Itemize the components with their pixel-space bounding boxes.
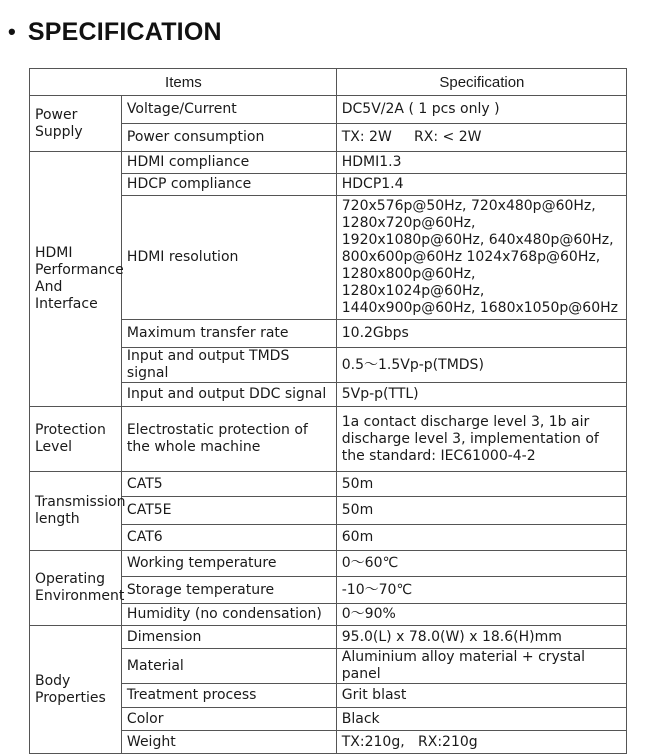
item-cell: CAT5 [121,472,336,497]
item-cell: Treatment process [121,684,336,708]
item-cell: CAT5E [121,497,336,525]
item-cell: Electrostatic protection of the whole machine [121,407,336,472]
spec-cell: Aluminium alloy material + crystal panel [336,649,626,684]
heading-bullet: • [8,19,16,44]
category-cell: Transmission length [30,472,122,551]
table-row [30,626,627,649]
table-row [30,472,627,497]
items-header: Items [30,69,337,96]
category-cell: HDMI Performance And Interface [30,152,122,407]
page-heading [8,14,222,50]
item-cell: Storage temperature [121,577,336,604]
spec-cell: 95.0(L) x 78.0(W) x 18.6(H)mm [336,626,626,649]
spec-cell: 1a contact discharge level 3, 1b air discharge level 3, implementation of the standard: IEC61000-4-2 [336,407,626,472]
spec-cell: Black [336,708,626,731]
table-row [30,96,627,124]
spec-cell: 60m [336,525,626,551]
item-cell: CAT6 [121,525,336,551]
category-cell: Operating Environment [30,551,122,626]
table-row [30,152,627,174]
item-cell: Material [121,649,336,684]
spec-cell: HDCP1.4 [336,174,626,196]
item-cell: HDCP compliance [121,174,336,196]
item-cell: Maximum transfer rate [121,320,336,348]
spec-cell: 10.2Gbps [336,320,626,348]
spec-cell: 0～60℃ [336,551,626,577]
item-cell: Input and output DDC signal [121,383,336,407]
specification-header: Specification [336,69,626,96]
item-cell: Power consumption [121,124,336,152]
item-cell: Color [121,708,336,731]
spec-cell: 50m [336,497,626,525]
item-cell: Weight [121,731,336,754]
item-cell: Humidity (no condensation) [121,604,336,626]
item-cell: HDMI resolution [121,196,336,320]
spec-cell: TX: 2W RX: < 2W [336,124,626,152]
category-cell: Power Supply [30,96,122,152]
spec-cell: Grit blast [336,684,626,708]
spec-cell: 720x576p@50Hz, 720x480p@60Hz, 1280x720p@60Hz, 1920x1080p@60Hz, 640x480p@60Hz, 800x600p@60Hz 1024x768p@60Hz, 1280x800p@60Hz, 1280x1024p@60Hz, 1440x900p@60Hz, 1680x1050p@60Hz [336,196,626,320]
spec-cell: TX:210g, RX:210g [336,731,626,754]
item-cell: Working temperature [121,551,336,577]
item-cell: Voltage/Current [121,96,336,124]
spec-cell: 5Vp-p(TTL) [336,383,626,407]
spec-cell: 50m [336,472,626,497]
spec-cell: -10～70℃ [336,577,626,604]
table-header-row [30,69,627,96]
spec-cell: HDMI1.3 [336,152,626,174]
table-row [30,407,627,472]
page-title: SPECIFICATION [27,17,222,46]
spec-cell: 0.5～1.5Vp-p(TMDS) [336,348,626,383]
category-cell: Protection Level [30,407,122,472]
spec-cell: DC5V/2A ( 1 pcs only ) [336,96,626,124]
table-row [30,551,627,577]
category-cell: Body Properties [30,626,122,754]
item-cell: Dimension [121,626,336,649]
specification-table [29,68,627,754]
item-cell: Input and output TMDS signal [121,348,336,383]
item-cell: HDMI compliance [121,152,336,174]
spec-cell: 0～90% [336,604,626,626]
